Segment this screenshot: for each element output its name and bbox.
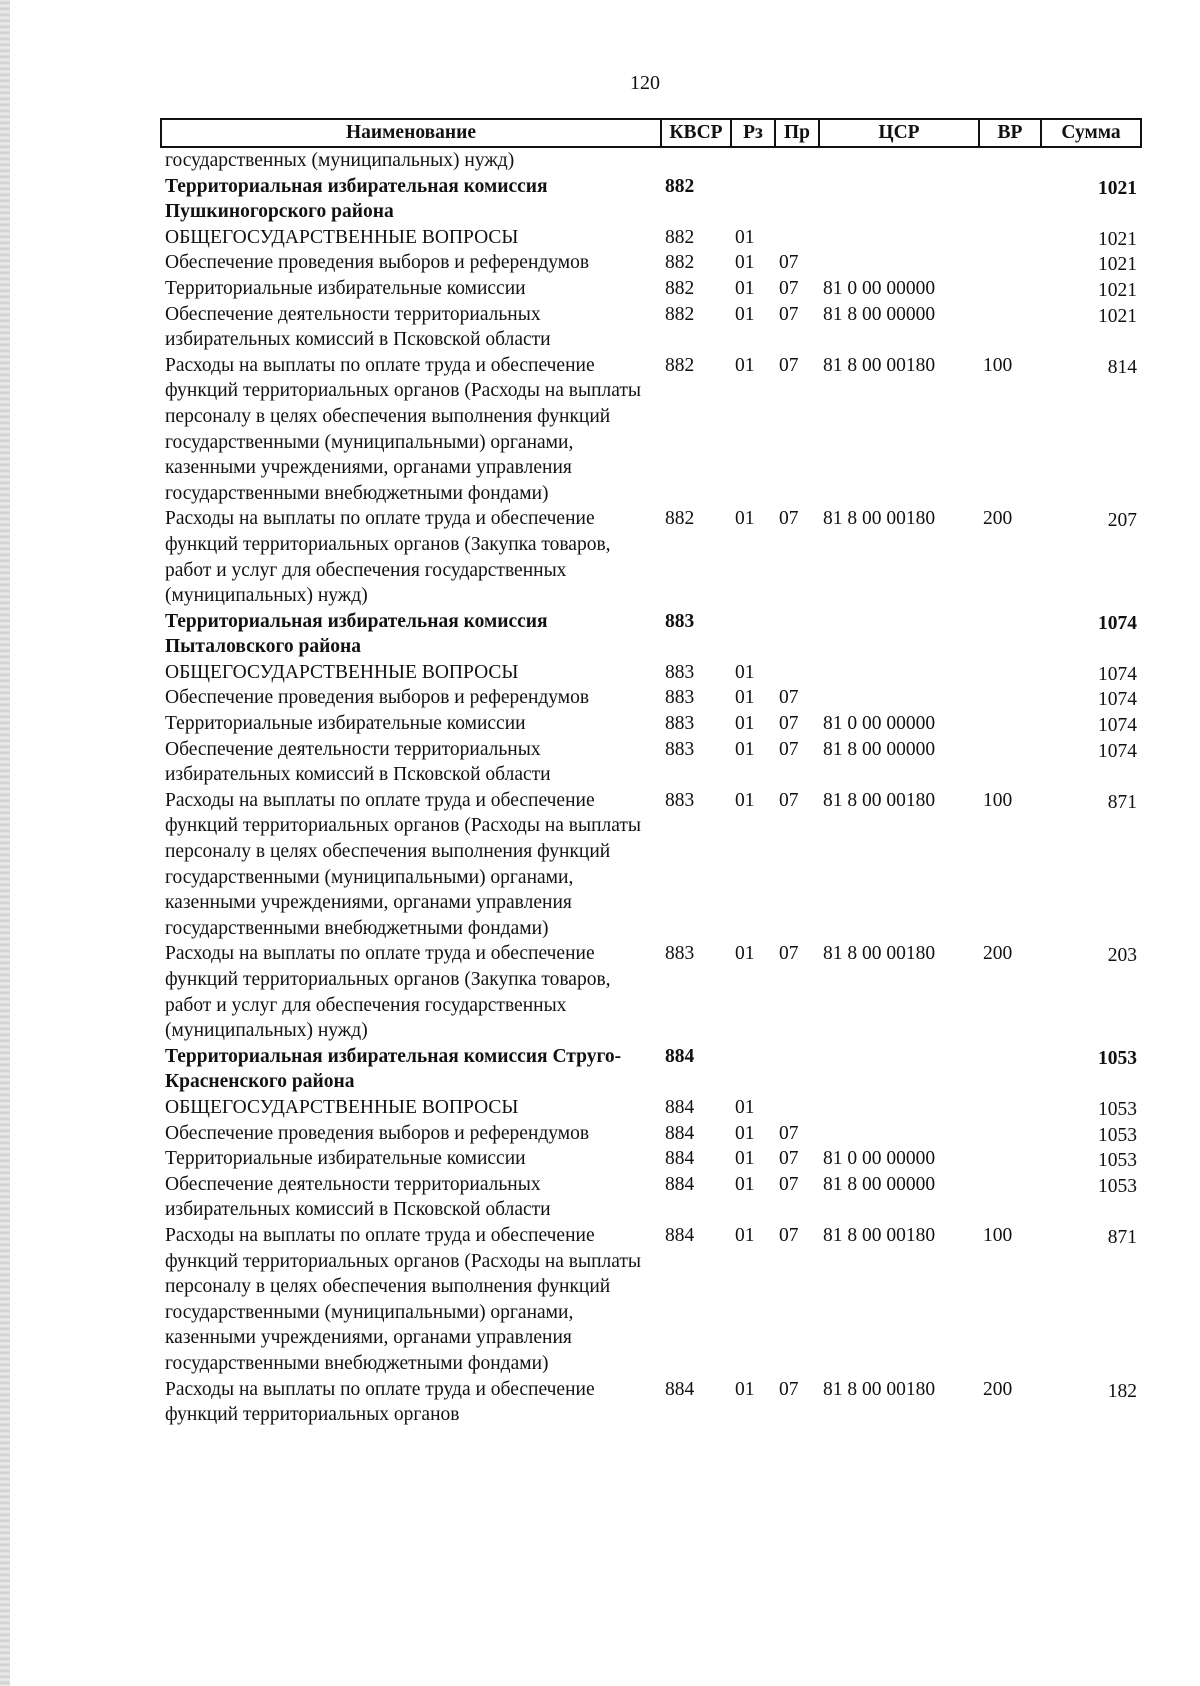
cell-rz: 01 — [735, 354, 755, 376]
cell-rz: 01 — [735, 1096, 755, 1118]
cell-vr — [979, 276, 1041, 302]
cell-name: Территориальные избирательные комиссии — [165, 1148, 526, 1170]
cell-sum-value: 1074 — [1098, 663, 1137, 685]
cell-csr — [819, 1095, 979, 1121]
cell-pr: 07 — [779, 508, 799, 530]
header-csr: ЦСР — [819, 119, 979, 147]
cell-vr — [979, 1095, 1041, 1121]
budget-sheet — [160, 118, 1140, 1428]
table-row — [161, 737, 1141, 788]
table-header-row — [161, 119, 1141, 147]
cell-rz: 01 — [735, 738, 755, 760]
cell-pr — [775, 1095, 819, 1121]
cell-name: Обеспечение деятельности территориальных избирательных комиссий в Псковской области — [165, 303, 551, 351]
cell-vr: 200 — [983, 508, 1013, 530]
scan-edge — [0, 0, 10, 1686]
cell-vr: 100 — [983, 354, 1013, 376]
header-rz: Рз — [731, 119, 775, 147]
cell-sum-value: 871 — [1107, 1226, 1137, 1248]
cell-rz: 01 — [735, 1173, 755, 1195]
cell-rz — [731, 174, 775, 225]
cell-kvsr: 882 — [665, 508, 695, 530]
cell-sum-value: 1053 — [1098, 1098, 1137, 1120]
table-row — [161, 174, 1141, 225]
cell-csr: 81 0 00 00000 — [823, 277, 936, 299]
cell-kvsr: 883 — [665, 661, 695, 683]
table-row — [161, 225, 1141, 251]
cell-sum — [1041, 276, 1141, 302]
cell-kvsr: 882 — [665, 175, 695, 197]
cell-kvsr: 884 — [665, 1045, 695, 1067]
cell-pr — [775, 147, 819, 174]
cell-pr: 07 — [779, 277, 799, 299]
cell-csr — [819, 147, 979, 174]
header-sum: Сумма — [1041, 119, 1141, 147]
cell-pr: 07 — [779, 687, 799, 709]
cell-pr — [775, 660, 819, 686]
cell-csr — [819, 685, 979, 711]
cell-kvsr — [661, 147, 731, 174]
cell-kvsr: 883 — [665, 687, 695, 709]
cell-pr — [775, 174, 819, 225]
cell-sum-value: 1053 — [1098, 1150, 1137, 1172]
cell-name: Расходы на выплаты по оплате труда и обеспечение функций территориальных органов (Расходы на выплаты персоналу в целях обеспечения выполнения функций государственными (муниципальными) органами, казенными учреждениями, органами управления государственными внебюджетными фондами) — [165, 1224, 642, 1374]
cell-csr: 81 8 00 00000 — [823, 1173, 936, 1195]
table-row — [161, 941, 1141, 1043]
cell-rz — [731, 147, 775, 174]
cell-sum — [1041, 737, 1141, 788]
cell-sum-value: 1074 — [1098, 689, 1137, 711]
cell-sum — [1041, 1121, 1141, 1147]
cell-sum — [1041, 353, 1141, 507]
cell-sum — [1041, 788, 1141, 942]
cell-sum-value: 1074 — [1098, 715, 1137, 737]
cell-rz: 01 — [735, 1224, 755, 1246]
cell-sum — [1041, 685, 1141, 711]
cell-kvsr: 883 — [665, 943, 695, 965]
cell-sum-value: 1021 — [1098, 279, 1137, 301]
cell-name: Обеспечение деятельности территориальных избирательных комиссий в Псковской области — [165, 1173, 551, 1221]
cell-vr: 200 — [983, 943, 1013, 965]
cell-vr — [979, 711, 1041, 737]
cell-pr: 07 — [779, 738, 799, 760]
cell-csr: 81 8 00 00180 — [823, 354, 936, 376]
cell-rz: 01 — [735, 1148, 755, 1170]
cell-csr — [819, 660, 979, 686]
cell-name: Обеспечение деятельности территориальных избирательных комиссий в Псковской области — [165, 738, 551, 786]
table-row — [161, 1172, 1141, 1223]
table-row — [161, 711, 1141, 737]
cell-csr — [819, 1121, 979, 1147]
cell-vr — [979, 225, 1041, 251]
cell-sum — [1041, 302, 1141, 353]
cell-pr: 07 — [779, 943, 799, 965]
cell-csr: 81 8 00 00180 — [823, 789, 936, 811]
cell-rz: 01 — [735, 277, 755, 299]
cell-sum — [1041, 1044, 1141, 1095]
cell-csr: 81 8 00 00180 — [823, 1378, 936, 1400]
cell-kvsr: 883 — [665, 713, 695, 735]
cell-name: Расходы на выплаты по оплате труда и обеспечение функций территориальных органов (Закупка товаров, работ и услуг для обеспечения государственных (муниципальных) нужд) — [165, 508, 611, 607]
cell-vr — [979, 302, 1041, 353]
cell-pr: 07 — [779, 1173, 799, 1195]
cell-vr — [979, 737, 1041, 788]
cell-kvsr: 882 — [665, 354, 695, 376]
cell-kvsr: 884 — [665, 1096, 695, 1118]
cell-csr: 81 0 00 00000 — [823, 713, 936, 735]
cell-sum — [1041, 1223, 1141, 1377]
cell-csr: 81 8 00 00180 — [823, 508, 936, 530]
header-vr: ВР — [979, 119, 1041, 147]
cell-csr: 81 8 00 00000 — [823, 303, 936, 325]
cell-vr — [979, 147, 1041, 174]
cell-pr: 07 — [779, 1122, 799, 1144]
cell-vr — [979, 660, 1041, 686]
cell-rz — [731, 1044, 775, 1095]
cell-csr — [819, 174, 979, 225]
cell-vr — [979, 609, 1041, 660]
cell-rz: 01 — [735, 713, 755, 735]
cell-rz — [731, 609, 775, 660]
cell-sum — [1041, 250, 1141, 276]
cell-pr: 07 — [779, 789, 799, 811]
header-name: Наименование — [161, 119, 661, 147]
table-row — [161, 609, 1141, 660]
cell-pr — [775, 609, 819, 660]
table-row — [161, 302, 1141, 353]
cell-pr: 07 — [779, 303, 799, 325]
table-row — [161, 506, 1141, 608]
cell-pr: 07 — [779, 354, 799, 376]
cell-sum — [1041, 174, 1141, 225]
cell-kvsr: 884 — [665, 1378, 695, 1400]
cell-kvsr: 882 — [665, 303, 695, 325]
cell-kvsr: 884 — [665, 1224, 695, 1246]
cell-rz: 01 — [735, 1378, 755, 1400]
cell-pr — [775, 225, 819, 251]
cell-csr: 81 8 00 00000 — [823, 738, 936, 760]
cell-sum-value: 1053 — [1098, 1047, 1137, 1069]
cell-kvsr: 884 — [665, 1148, 695, 1170]
cell-kvsr: 882 — [665, 226, 695, 248]
cell-sum — [1041, 941, 1141, 1043]
table-body — [161, 147, 1141, 1428]
cell-sum-value: 814 — [1107, 356, 1137, 378]
cell-sum-value: 182 — [1107, 1380, 1137, 1402]
cell-rz: 01 — [735, 943, 755, 965]
cell-name: Обеспечение проведения выборов и референдумов — [165, 1122, 590, 1144]
cell-name: Расходы на выплаты по оплате труда и обеспечение функций территориальных органов — [165, 1378, 595, 1426]
cell-pr — [775, 1044, 819, 1095]
cell-sum-value: 1053 — [1098, 1175, 1137, 1197]
cell-vr — [979, 1121, 1041, 1147]
cell-vr — [979, 685, 1041, 711]
cell-sum — [1041, 1146, 1141, 1172]
cell-kvsr: 883 — [665, 610, 695, 632]
cell-vr: 100 — [983, 1224, 1013, 1246]
cell-name: ОБЩЕГОСУДАРСТВЕННЫЕ ВОПРОСЫ — [165, 661, 519, 683]
cell-sum — [1041, 609, 1141, 660]
cell-rz: 01 — [735, 1122, 755, 1144]
cell-vr: 100 — [983, 789, 1013, 811]
cell-name: Территориальные избирательные комиссии — [165, 713, 526, 735]
cell-rz: 01 — [735, 226, 755, 248]
cell-vr — [979, 1146, 1041, 1172]
table-row — [161, 1095, 1141, 1121]
cell-rz: 01 — [735, 303, 755, 325]
table-row — [161, 147, 1141, 174]
cell-sum — [1041, 660, 1141, 686]
cell-name: Расходы на выплаты по оплате труда и обеспечение функций территориальных органов (Закупка товаров, работ и услуг для обеспечения государственных (муниципальных) нужд) — [165, 943, 611, 1042]
cell-rz: 01 — [735, 687, 755, 709]
cell-csr: 81 0 00 00000 — [823, 1148, 936, 1170]
table-row — [161, 685, 1141, 711]
cell-pr: 07 — [779, 1224, 799, 1246]
cell-sum-value: 1021 — [1098, 228, 1137, 250]
cell-vr: 200 — [983, 1378, 1013, 1400]
cell-name: государственных (муниципальных) нужд) — [165, 150, 515, 171]
cell-name: Территориальная избирательная комиссия Пыталовского района — [165, 610, 548, 658]
cell-kvsr: 883 — [665, 738, 695, 760]
cell-sum — [1041, 711, 1141, 737]
table-row — [161, 1223, 1141, 1377]
cell-rz: 01 — [735, 508, 755, 530]
cell-vr — [979, 174, 1041, 225]
header-kvsr: КВСР — [661, 119, 731, 147]
cell-sum — [1041, 1095, 1141, 1121]
table-row — [161, 660, 1141, 686]
cell-vr — [979, 1172, 1041, 1223]
cell-csr: 81 8 00 00180 — [823, 1224, 936, 1246]
cell-kvsr: 884 — [665, 1122, 695, 1144]
cell-kvsr: 882 — [665, 252, 695, 274]
cell-sum-value: 1021 — [1098, 254, 1137, 276]
table-row — [161, 788, 1141, 942]
cell-sum-value: 1021 — [1098, 177, 1137, 199]
cell-vr — [979, 250, 1041, 276]
cell-sum-value: 871 — [1107, 791, 1137, 813]
cell-pr: 07 — [779, 713, 799, 735]
cell-csr — [819, 1044, 979, 1095]
budget-table — [160, 118, 1142, 1428]
page-number: 120 — [630, 72, 660, 94]
cell-sum — [1041, 1377, 1141, 1428]
cell-name: Обеспечение проведения выборов и референдумов — [165, 687, 590, 709]
cell-sum-value: 1074 — [1098, 612, 1137, 634]
cell-sum-value: 1021 — [1098, 305, 1137, 327]
cell-sum-value: 207 — [1107, 510, 1137, 532]
cell-csr: 81 8 00 00180 — [823, 943, 936, 965]
cell-sum-value: 1074 — [1098, 740, 1137, 762]
table-row — [161, 276, 1141, 302]
cell-csr — [819, 609, 979, 660]
cell-kvsr: 883 — [665, 789, 695, 811]
cell-name: Территориальные избирательные комиссии — [165, 277, 526, 299]
table-row — [161, 353, 1141, 507]
cell-name: Расходы на выплаты по оплате труда и обеспечение функций территориальных органов (Расходы на выплаты персоналу в целях обеспечения выполнения функций государственными (муниципальными) органами, казенными учреждениями, органами управления государственными внебюджетными фондами) — [165, 354, 642, 504]
table-row — [161, 1377, 1141, 1428]
cell-sum — [1041, 1172, 1141, 1223]
cell-name: ОБЩЕГОСУДАРСТВЕННЫЕ ВОПРОСЫ — [165, 1096, 519, 1118]
table-row — [161, 1121, 1141, 1147]
cell-sum — [1041, 225, 1141, 251]
cell-sum — [1041, 506, 1141, 608]
cell-pr: 07 — [779, 1148, 799, 1170]
table-row — [161, 1044, 1141, 1095]
table-row — [161, 250, 1141, 276]
cell-rz: 01 — [735, 789, 755, 811]
cell-sum — [1041, 147, 1141, 174]
cell-csr — [819, 250, 979, 276]
cell-kvsr: 884 — [665, 1173, 695, 1195]
cell-sum-value: 1053 — [1098, 1124, 1137, 1146]
header-pr: Пр — [775, 119, 819, 147]
cell-name: Расходы на выплаты по оплате труда и обеспечение функций территориальных органов (Расходы на выплаты персоналу в целях обеспечения выполнения функций государственными (муниципальными) органами, казенными учреждениями, органами управления государственными внебюджетными фондами) — [165, 789, 642, 939]
cell-pr: 07 — [779, 252, 799, 274]
cell-csr — [819, 225, 979, 251]
cell-pr: 07 — [779, 1378, 799, 1400]
cell-name: Обеспечение проведения выборов и референдумов — [165, 252, 590, 274]
cell-vr — [979, 1044, 1041, 1095]
cell-sum-value: 203 — [1107, 945, 1137, 967]
cell-name: ОБЩЕГОСУДАРСТВЕННЫЕ ВОПРОСЫ — [165, 226, 519, 248]
table-row — [161, 1146, 1141, 1172]
cell-rz: 01 — [735, 252, 755, 274]
cell-name: Территориальная избирательная комиссия Пушкиногорского района — [165, 175, 548, 223]
cell-name: Территориальная избирательная комиссия Струго-Красненского района — [165, 1045, 622, 1093]
cell-kvsr: 882 — [665, 277, 695, 299]
cell-rz: 01 — [735, 661, 755, 683]
